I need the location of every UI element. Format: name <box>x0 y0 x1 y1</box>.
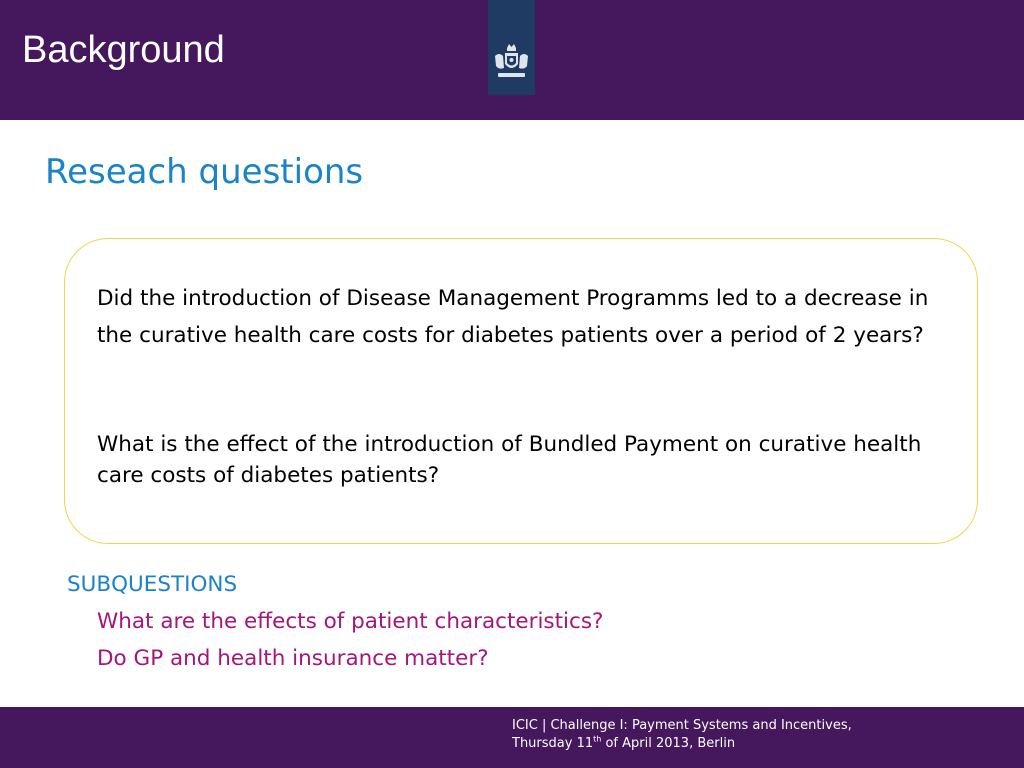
research-questions-box <box>64 238 978 544</box>
header-bar <box>0 0 1024 120</box>
royal-coat-of-arms-icon <box>490 44 533 84</box>
section-subtitle: Reseach questions <box>45 152 364 192</box>
research-question-1: Did the introduction of Disease Management Programms led to a decrease in the curative health care costs for diabetes patients over a period of 2 years? <box>97 286 929 348</box>
footer-text <box>512 717 852 753</box>
subquestions-heading: SUBQUESTIONS <box>67 572 238 597</box>
footer-date-ordinal: th <box>593 734 602 744</box>
subquestion-2: Do GP and health insurance matter? <box>97 646 489 671</box>
logo-band <box>488 0 535 95</box>
footer-date-prefix: Thursday 11 <box>512 736 594 751</box>
research-question-2: What is the effect of the introduction of Bundled Payment on curative health care costs of diabetes patients? <box>97 432 922 488</box>
footer-line-1: ICIC | Challenge I: Payment Systems and Incentives, <box>512 718 852 733</box>
slide-title: Background <box>22 29 225 71</box>
footer-line-2 <box>512 735 852 753</box>
footer-date-suffix: of April 2013, Berlin <box>601 736 736 751</box>
footer-bar <box>0 707 1024 768</box>
subquestion-1: What are the effects of patient characteristics? <box>97 609 604 634</box>
